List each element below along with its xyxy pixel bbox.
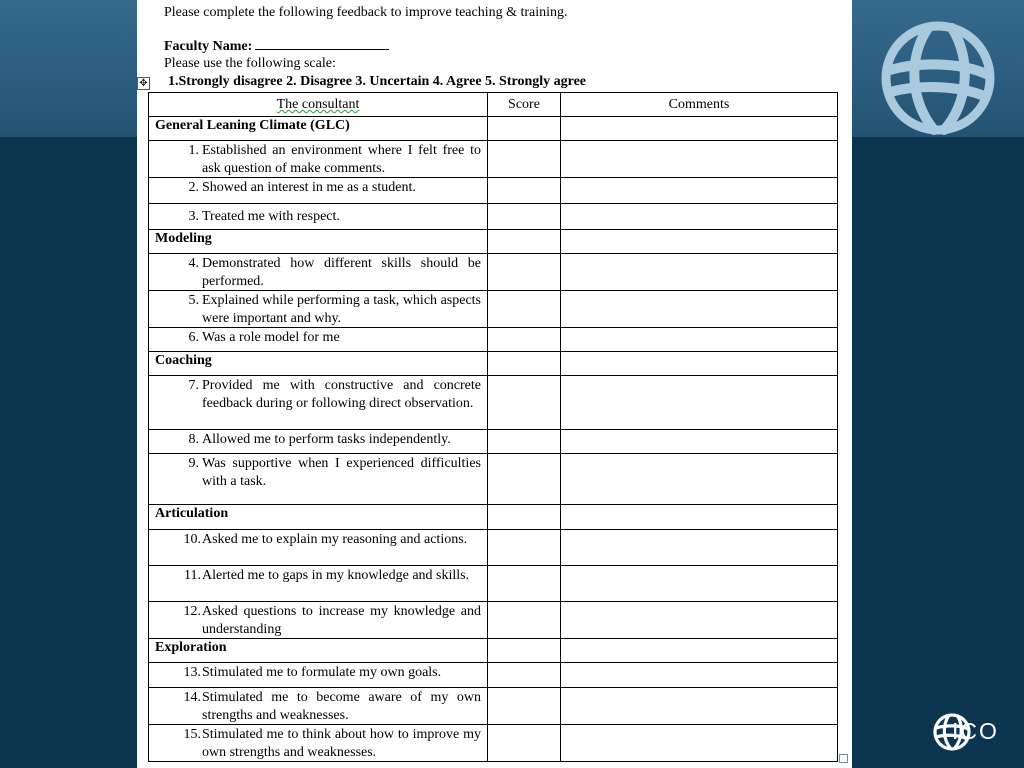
item-text: Showed an interest in me as a student. <box>202 180 416 195</box>
comments-cell[interactable] <box>561 117 838 141</box>
score-cell[interactable] <box>488 602 561 639</box>
item-number: 2. <box>188 180 199 195</box>
score-cell[interactable] <box>488 291 561 328</box>
table-row <box>149 291 838 328</box>
score-cell[interactable] <box>488 430 561 454</box>
document-page <box>137 0 852 768</box>
comments-cell[interactable] <box>561 566 838 602</box>
item-number: 4. <box>188 256 199 271</box>
section-modeling-row <box>149 230 838 254</box>
item-text: Stimulated me to formulate my own goals. <box>202 665 442 680</box>
score-cell[interactable] <box>488 663 561 688</box>
score-cell[interactable] <box>488 254 561 291</box>
score-cell[interactable] <box>488 117 561 141</box>
section-label: Articulation <box>149 505 488 530</box>
comments-cell[interactable] <box>561 602 838 639</box>
score-cell[interactable] <box>488 530 561 566</box>
table-resize-handle[interactable] <box>839 754 848 763</box>
table-row <box>149 204 838 230</box>
table-row <box>149 566 838 602</box>
section-label: Coaching <box>149 352 488 376</box>
section-articulation-row <box>149 505 838 530</box>
table-row <box>149 725 838 762</box>
header-consultant: The consultant <box>149 93 488 117</box>
table-move-handle-icon[interactable]: ✥ <box>137 77 150 90</box>
comments-cell[interactable] <box>561 454 838 505</box>
table-row <box>149 376 838 430</box>
comments-cell[interactable] <box>561 254 838 291</box>
score-cell[interactable] <box>488 141 561 178</box>
item-text: Stimulated me to think about how to improve my own strengths and weaknesses. <box>202 727 481 760</box>
item-number: 1. <box>188 143 199 158</box>
comments-cell[interactable] <box>561 530 838 566</box>
score-cell[interactable] <box>488 178 561 204</box>
item-text: Explained while performing a task, which aspects were important and why. <box>202 293 481 326</box>
item-number: 6. <box>188 330 199 345</box>
section-exploration-row <box>149 639 838 663</box>
comments-cell[interactable] <box>561 204 838 230</box>
faculty-name-label: Faculty Name: <box>164 39 253 54</box>
feedback-table <box>148 92 838 762</box>
item-number: 3. <box>188 209 199 224</box>
score-cell[interactable] <box>488 352 561 376</box>
table-row <box>149 328 838 352</box>
table-row <box>149 663 838 688</box>
comments-cell[interactable] <box>561 376 838 430</box>
table-row <box>149 688 838 725</box>
table-row <box>149 530 838 566</box>
section-label: Exploration <box>149 639 488 663</box>
item-number: 13. <box>183 665 201 680</box>
item-text: Treated me with respect. <box>202 209 340 224</box>
scale-text: 1.Strongly disagree 2. Disagree 3. Uncertain 4. Agree 5. Strongly agree <box>168 74 587 89</box>
comments-cell[interactable] <box>561 230 838 254</box>
item-text: Provided me with constructive and concrete feedback during or following direct observation. <box>202 378 481 411</box>
brand-name: ICO <box>952 718 999 744</box>
faculty-name-field[interactable] <box>255 38 389 50</box>
comments-cell[interactable] <box>561 328 838 352</box>
item-text: Established an environment where I felt free to ask question of make comments. <box>202 143 481 176</box>
item-number: 12. <box>183 604 201 619</box>
score-cell[interactable] <box>488 328 561 352</box>
item-number: 8. <box>188 432 199 447</box>
faculty-name-line <box>164 38 389 55</box>
table-row <box>149 254 838 291</box>
score-cell[interactable] <box>488 376 561 430</box>
table-row <box>149 178 838 204</box>
section-coaching-row <box>149 352 838 376</box>
intro-text: Please complete the following feedback to improve teaching & training. <box>164 5 568 20</box>
comments-cell[interactable] <box>561 430 838 454</box>
score-cell[interactable] <box>488 688 561 725</box>
item-number: 10. <box>183 532 201 547</box>
item-text: Asked me to explain my reasoning and actions. <box>202 532 468 547</box>
header-row <box>149 93 838 117</box>
item-text: Was a role model for me <box>202 330 340 345</box>
item-number: 9. <box>188 456 199 471</box>
comments-cell[interactable] <box>561 505 838 530</box>
table-row <box>149 430 838 454</box>
comments-cell[interactable] <box>561 141 838 178</box>
section-label: General Leaning Climate (GLC) <box>149 117 488 141</box>
comments-cell[interactable] <box>561 639 838 663</box>
table-row <box>149 454 838 505</box>
comments-cell[interactable] <box>561 178 838 204</box>
item-text: Demonstrated how different skills should be performed. <box>202 256 481 289</box>
score-cell[interactable] <box>488 454 561 505</box>
item-number: 11. <box>184 568 201 583</box>
item-text: Asked questions to increase my knowledge and understanding <box>202 604 481 637</box>
item-text: Allowed me to perform tasks independently. <box>202 432 451 447</box>
comments-cell[interactable] <box>561 291 838 328</box>
comments-cell[interactable] <box>561 725 838 762</box>
globe-icon <box>868 18 1008 138</box>
comments-cell[interactable] <box>561 663 838 688</box>
score-cell[interactable] <box>488 725 561 762</box>
item-text: Alerted me to gaps in my knowledge and skills. <box>202 568 470 583</box>
table-row <box>149 602 838 639</box>
header-score: Score <box>488 93 561 117</box>
table-row <box>149 141 838 178</box>
score-cell[interactable] <box>488 566 561 602</box>
item-number: 15. <box>183 727 201 742</box>
section-glc-row <box>149 117 838 141</box>
scale-label: Please use the following scale: <box>164 56 336 71</box>
section-label: Modeling <box>149 230 488 254</box>
item-text: Stimulated me to become aware of my own strengths and weaknesses. <box>202 690 481 723</box>
item-number: 14. <box>183 690 201 705</box>
item-text: Was supportive when I experienced difficulties with a task. <box>202 456 481 489</box>
item-number: 5. <box>188 293 199 308</box>
score-cell[interactable] <box>488 505 561 530</box>
score-cell[interactable] <box>488 230 561 254</box>
item-number: 7. <box>188 378 199 393</box>
score-cell[interactable] <box>488 639 561 663</box>
header-comments: Comments <box>561 93 838 117</box>
score-cell[interactable] <box>488 204 561 230</box>
comments-cell[interactable] <box>561 352 838 376</box>
comments-cell[interactable] <box>561 688 838 725</box>
